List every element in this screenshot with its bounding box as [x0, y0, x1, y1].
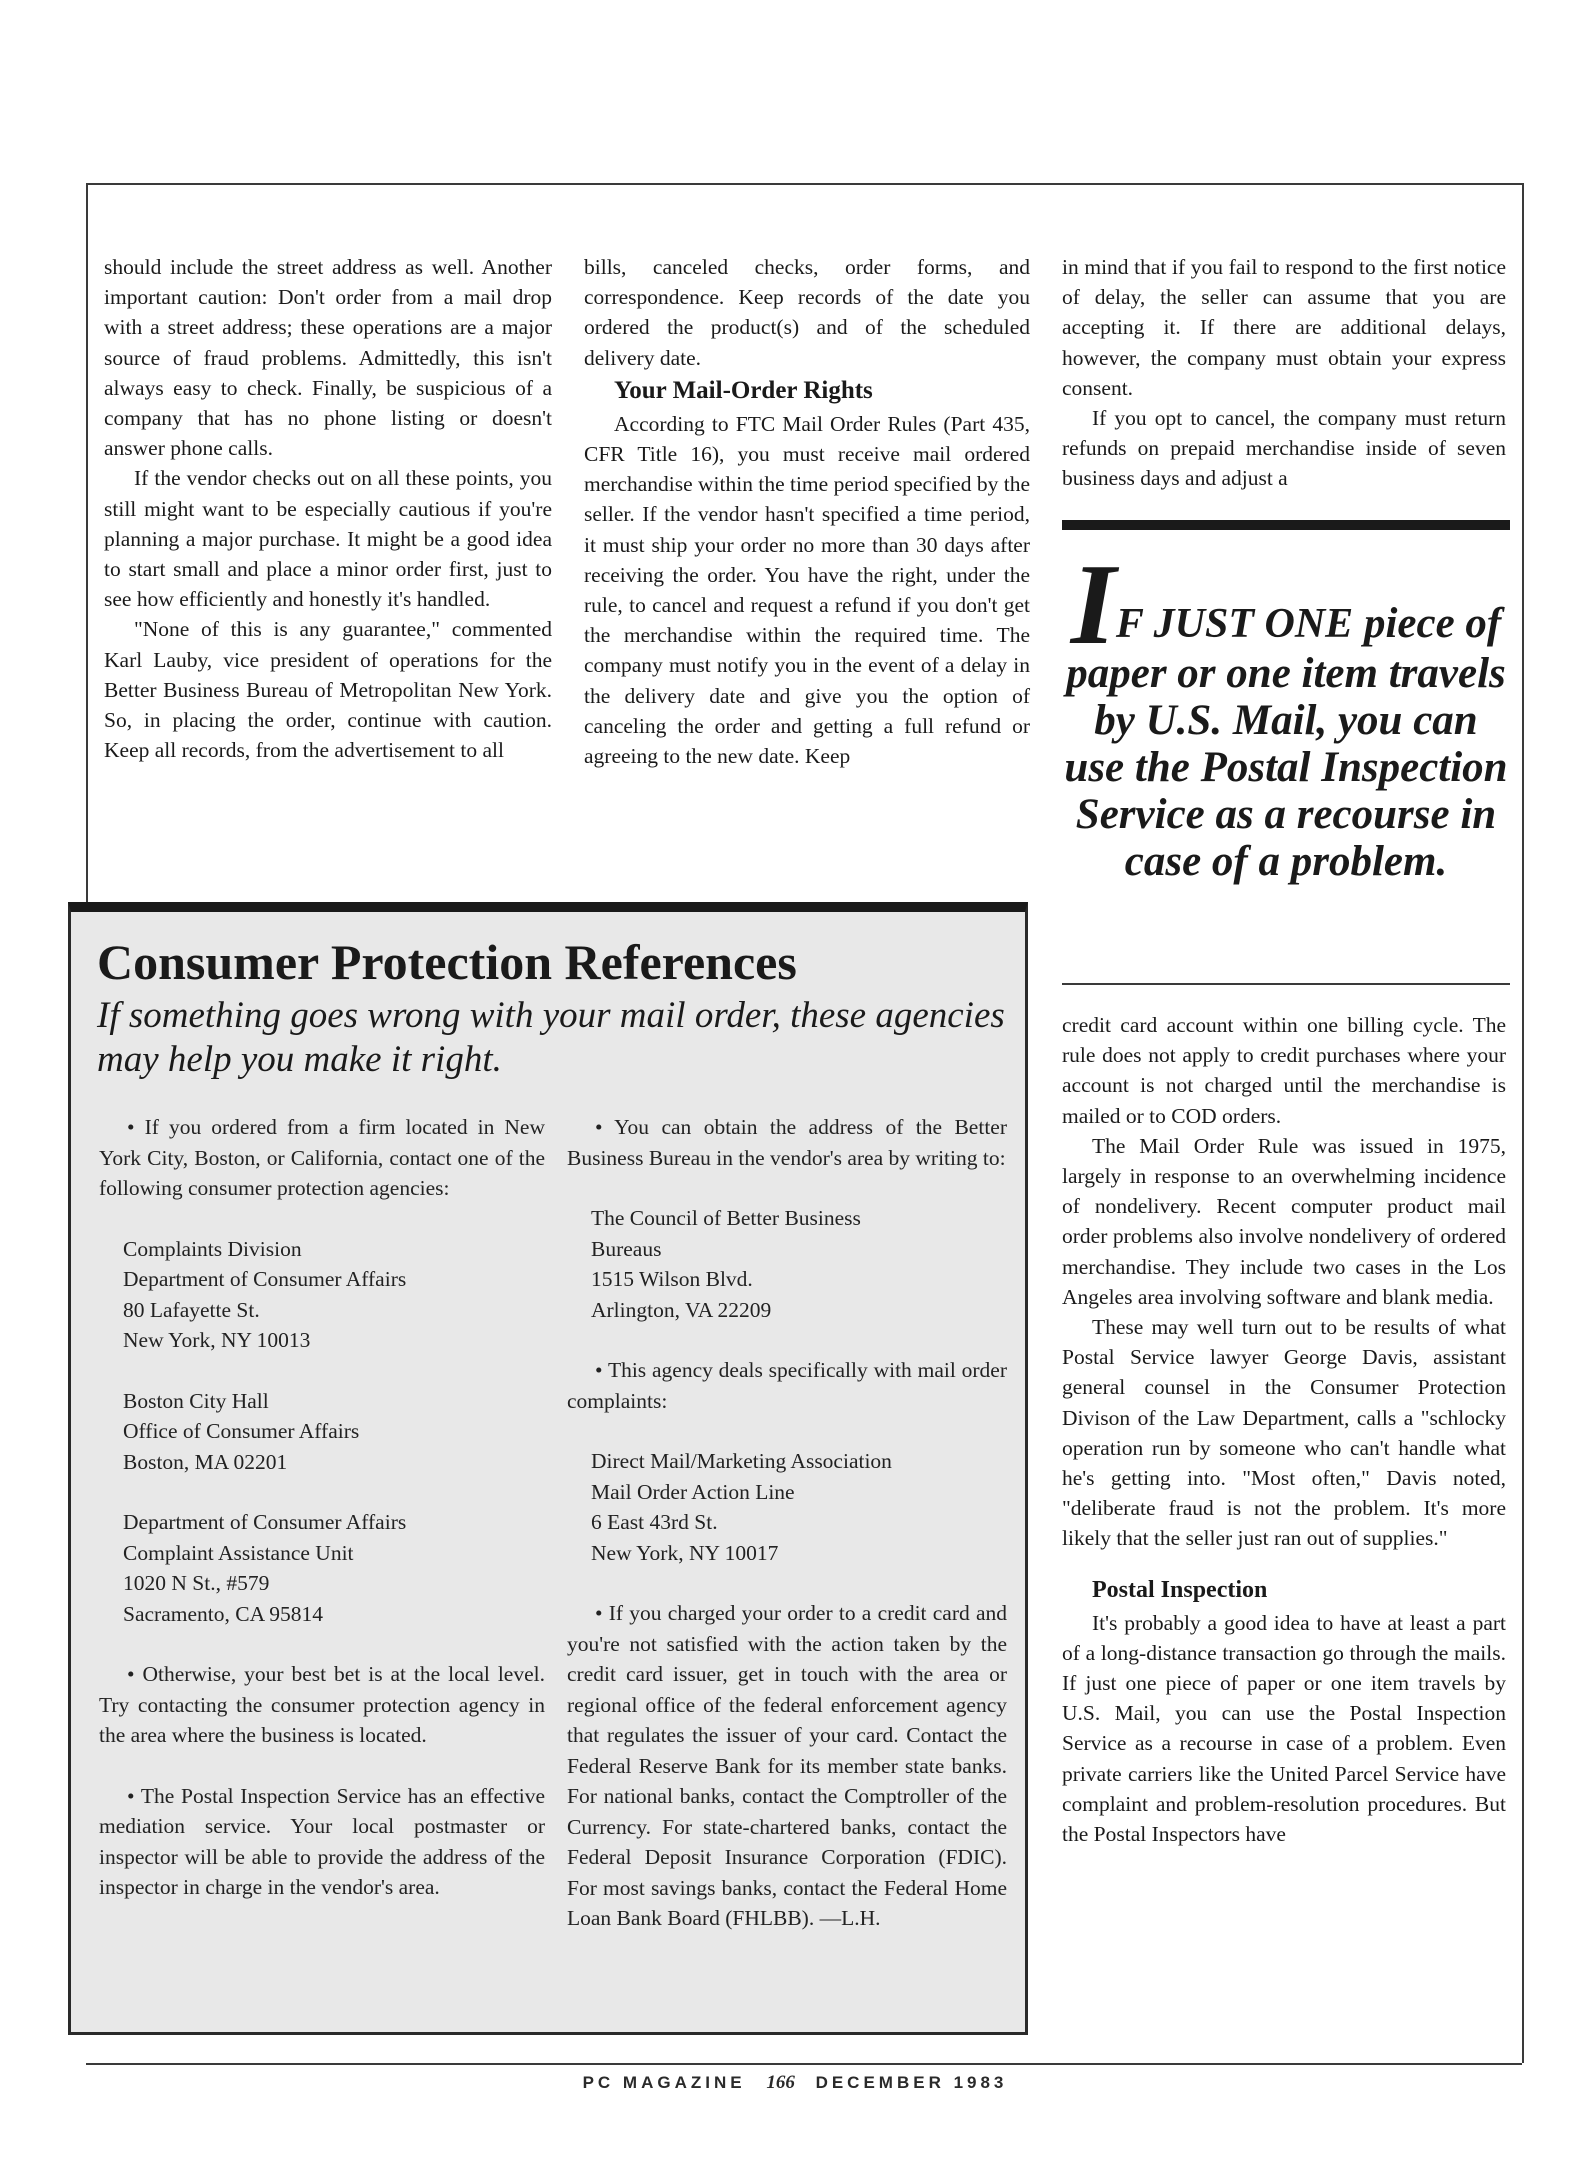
article-column-3-bottom [1062, 1010, 1506, 1849]
paragraph: If the vendor checks out on all these points, you still might want to be especially cautious if you're planning a major purchase. It might be a good idea to start small and place a minor order first, just to see how efficiently and honestly it's handled. [104, 466, 552, 612]
article-column-2 [584, 252, 1030, 771]
sidebar-paragraph: • If you charged your order to a credit card and you're not satisfied with the action taken by the credit card issuer, get in touch with the area or regional office of the federal enforcement agency that regulates the issuer of your card. Contact the Federal Reserve Bank for its member state banks. For national banks, contact the Comptroller of the Currency. For state-chartered banks, contact the Federal Deposit Insurance Corporation (FDIC). For most savings banks, contact the Federal Home Loan Bank Board (FHLBB). —L.H. [567, 1601, 1007, 1930]
sidebar-paragraph: • If you ordered from a firm located in New York City, Boston, or California, contact one of the following consumer protection agencies: [99, 1115, 545, 1200]
sidebar-paragraph: • You can obtain the address of the Better Business Bureau in the vendor's area by writing to: [567, 1115, 1007, 1170]
address-block: Boston City Hall Office of Consumer Affairs Boston, MA 02201 [123, 1388, 360, 1474]
section-heading: Postal Inspection [1092, 1576, 1268, 1603]
paragraph: credit card account within one billing cycle. The rule does not apply to credit purchases where your account is not charged until the merchandise is mailed or to COD orders. [1062, 1013, 1506, 1128]
paragraph: It's probably a good idea to have at least a part of a long-distance transaction go through the mails. If just one piece of paper or one item travels by U.S. Mail, you can use the Postal Inspection Service as a recourse in case of a problem. Even private carriers like the United Parcel Service have complaint and problem-resolution procedures. But the Postal Inspectors have [1062, 1610, 1506, 1847]
address-block: Department of Consumer Affairs Complaint Assistance Unit 1020 N St., #579 Sacramento, CA 95814 [123, 1510, 407, 1626]
sidebar-box [68, 902, 1028, 2035]
address-block: Complaints Division Department of Consumer Affairs 80 Lafayette St. New York, NY 10013 [123, 1236, 407, 1352]
frame-top-rule [86, 183, 1522, 185]
sidebar-column-1 [99, 1112, 545, 1933]
footer-page-number: 166 [766, 2072, 795, 2093]
footer-magazine: PC MAGAZINE [582, 2073, 746, 2092]
frame-left-rule [86, 183, 88, 903]
paragraph: The Mail Order Rule was issued in 1975, largely in response to an overwhelming incidence of nondelivery. Recent computer product mail order problems also involve nondelivery of ordered merchandise. They include two cases in the Los Angeles area involving software and blank media. [1062, 1133, 1506, 1309]
address-block: The Council of Better Business Bureaus 1515 Wilson Blvd. Arlington, VA 22209 [591, 1206, 861, 1322]
paragraph: "None of this is any guarantee," commented Karl Lauby, vice president of operations for the Better Business Bureau of Metropolitan New York. So, in placing the order, continue with caution. Keep all records, from the advertisement to all [104, 617, 552, 763]
frame-bottom-rule [86, 2063, 1522, 2065]
section-heading: Your Mail-Order Rights [614, 376, 873, 404]
article-column-3-top [1062, 252, 1506, 494]
footer-date: DECEMBER 1983 [815, 2073, 1008, 2092]
paragraph: should include the street address as well. Another important caution: Don't order from a mail drop with a street address; these operations are a major source of fraud problems. Admittedly, this isn't always easy to check. Finally, be suspicious of a company that has no phone listing or doesn't answer phone calls. [104, 255, 552, 461]
sidebar-paragraph: • Otherwise, your best bet is at the local level. Try contacting the consumer protection agency in the area where the business is located. [99, 1662, 545, 1747]
pullquote-dropcap: I [1070, 541, 1116, 669]
sidebar-paragraph: • The Postal Inspection Service has an effective mediation service. Your local postmaster or inspector will be able to provide the address of the inspector in charge in the vendor's area. [99, 1783, 545, 1899]
sidebar-title: Consumer Protection References [97, 934, 797, 990]
paragraph: in mind that if you fail to respond to the first notice of delay, the seller can assume that you are accepting it. If there are additional delays, however, the company must obtain your express consent. [1062, 255, 1506, 400]
pullquote [1062, 541, 1510, 885]
frame-right-rule [1522, 183, 1524, 2063]
sidebar-paragraph: • This agency deals specifically with mail order complaints: [567, 1358, 1007, 1413]
pullquote-text: piece of paper or one item travels by U.S. Mail, you can use the Postal Inspection Service as a recourse in case of a problem. [1064, 600, 1508, 885]
pullquote-bottom-rule [1062, 983, 1510, 985]
sidebar-subtitle: If something goes wrong with your mail order, these agencies may help you make it right. [97, 995, 1005, 1080]
address-block: Direct Mail/Marketing Association Mail Order Action Line 6 East 43rd St. New York, NY 10017 [591, 1449, 892, 1565]
pullquote-caps: F JUST ONE [1115, 601, 1354, 647]
paragraph: If you opt to cancel, the company must return refunds on prepaid merchandise inside of seven business days and adjust a [1062, 406, 1506, 491]
article-column-1 [104, 252, 552, 765]
pullquote-top-rule [1062, 520, 1510, 530]
paragraph: bills, canceled checks, order forms, and correspondence. Keep records of the date you ordered the product(s) and of the scheduled delivery date. [584, 255, 1030, 370]
paragraph: These may well turn out to be results of what Postal Service lawyer George Davis, assistant general counsel in the Consumer Protection Divison of the Law Department, calls a "schlocky operation run by someone who can't handle what he's getting into. "Most often," Davis noted, "deliberate fraud is not the problem. It's more likely that the seller just ran out of supplies." [1062, 1315, 1506, 1551]
page-footer [0, 2072, 1590, 2094]
sidebar-column-2 [567, 1112, 1007, 1964]
paragraph: According to FTC Mail Order Rules (Part 435, CFR Title 16), you must receive mail ordered merchandise within the time period specified by the seller. If the vendor hasn't specified a time period, it must ship your order no more than 30 days after receiving the order. You have the right, under the rule, to cancel and request a refund if you don't get the merchandise within the required time. The company must notify you in the event of a delay in the delivery date and give you the option of canceling the order and getting a full refund or agreeing to the new date. Keep [584, 411, 1030, 769]
